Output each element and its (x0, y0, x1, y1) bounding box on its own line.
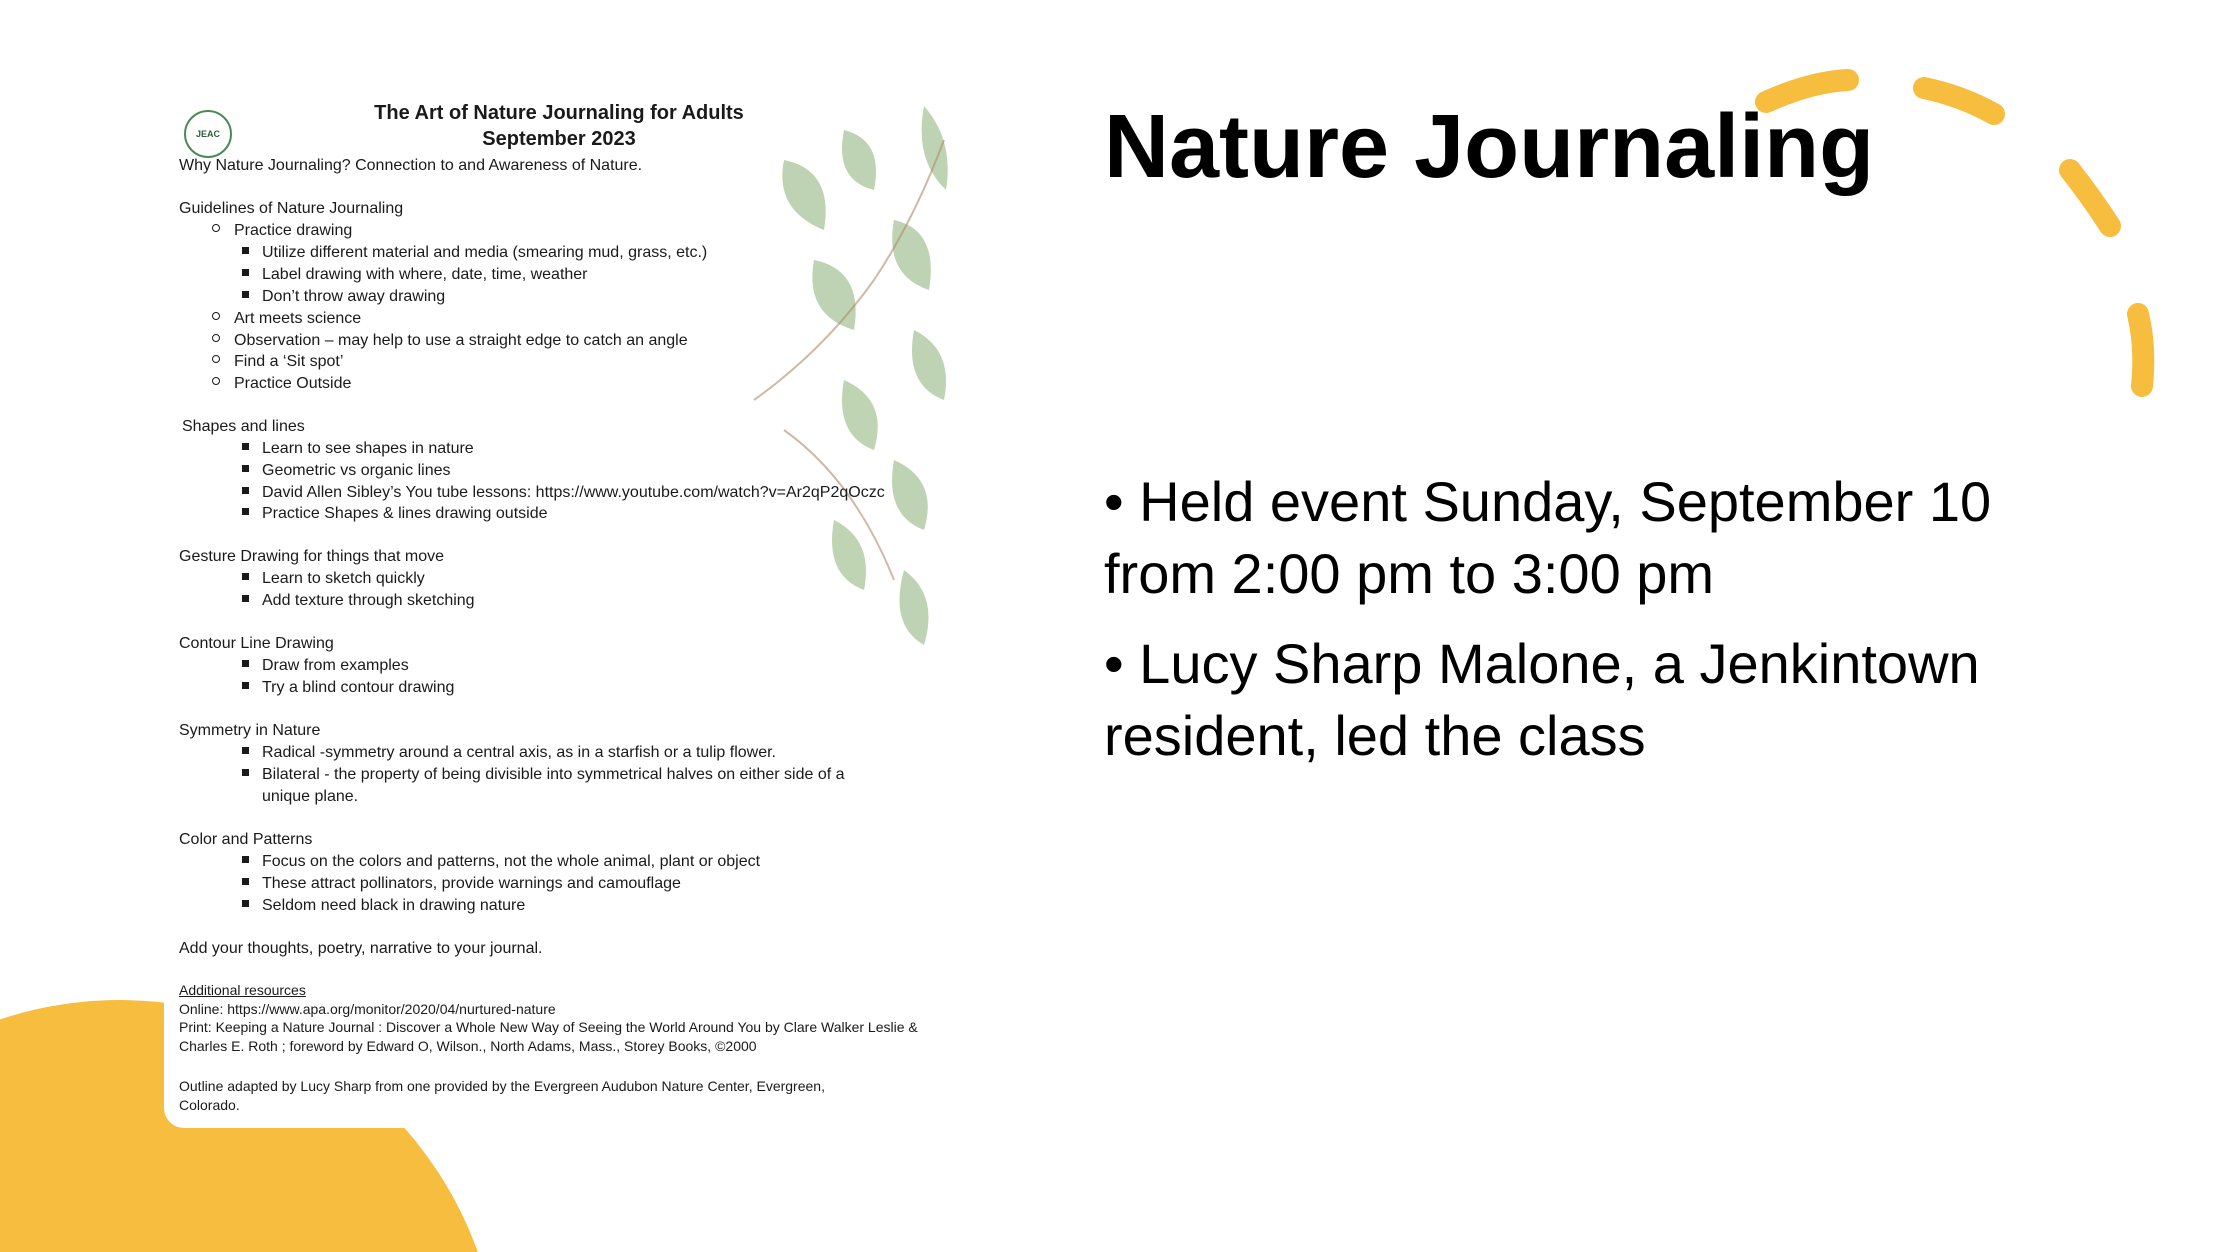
list-item: Draw from examples (262, 657, 409, 674)
bullet-square (242, 878, 249, 885)
document-date: September 2023 (482, 128, 636, 150)
contour-heading: Contour Line Drawing (179, 635, 334, 652)
bullet-square (242, 900, 249, 907)
bullet-square (242, 595, 249, 602)
list-item: Practice Shapes & lines drawing outside (262, 505, 548, 522)
list-item: Learn to see shapes in nature (262, 440, 474, 457)
bullet-square (242, 682, 249, 689)
list-item: David Allen Sibley’s You tube lessons: https://www.youtube.com/watch?v=Ar2qP2qOczc (262, 484, 885, 501)
list-item: Focus on the colors and patterns, not the whole animal, plant or object (262, 853, 761, 870)
outline-credit: Outline adapted by Lucy Sharp from one provided by the Evergreen Audubon Nature Center, Evergreen, (179, 1078, 825, 1094)
bullet-square (242, 291, 249, 298)
bullet-item: • Lucy Sharp Malone, a Jenkintown resident, led the class (1104, 632, 1980, 767)
resource-line: Online: https://www.apa.org/monitor/2020/04/nurtured-nature (179, 1001, 556, 1017)
list-item: Geometric vs organic lines (262, 462, 451, 479)
bullet-square (242, 269, 249, 276)
list-item: Bilateral - the property of being divisible into symmetrical halves on either side of a (262, 766, 845, 783)
resource-line: Charles E. Roth ; foreword by Edward O, Wilson., North Adams, Mass., Storey Books, ©2000 (179, 1038, 757, 1054)
list-item: Don’t throw away drawing (262, 288, 446, 305)
thoughts-line: Add your thoughts, poetry, narrative to your journal. (179, 940, 543, 957)
bullet-square (242, 465, 249, 472)
document-title: The Art of Nature Journaling for Adults (374, 102, 744, 124)
resources-heading: Additional resources (179, 982, 306, 998)
list-item: Label drawing with where, date, time, weather (262, 266, 588, 283)
bullet-circle (212, 224, 220, 232)
symmetry-heading: Symmetry in Nature (179, 722, 321, 739)
bullet-square (242, 660, 249, 667)
bullet-square (242, 508, 249, 515)
bullet-square (242, 487, 249, 494)
list-item: Add texture through sketching (262, 592, 475, 609)
list-item: Practice Outside (234, 375, 352, 392)
list-item: Art meets science (234, 310, 362, 327)
bullet-text: Lucy Sharp Malone, a Jenkintown resident, led the class (1104, 632, 1980, 767)
bullet-square (242, 573, 249, 580)
jeac-logo: JEAC (184, 110, 232, 158)
why-line: Why Nature Journaling? Connection to and Awareness of Nature. (179, 157, 643, 174)
list-item: These attract pollinators, provide warnings and camouflage (262, 875, 681, 892)
color-heading: Color and Patterns (179, 831, 313, 848)
slide-title: Nature Journaling (1104, 97, 1875, 197)
list-item: Radical -symmetry around a central axis, as in a starfish or a tulip flower. (262, 744, 776, 761)
outline-credit-continued: Colorado. (179, 1097, 240, 1113)
bullet-list (1104, 466, 2104, 790)
bullet-square (242, 769, 249, 776)
list-item: Practice drawing (234, 222, 353, 239)
bullet-circle (212, 334, 220, 342)
list-item: Try a blind contour drawing (262, 679, 455, 696)
list-item: Utilize different material and media (smearing mud, grass, etc.) (262, 244, 708, 261)
bullet-square (242, 856, 249, 863)
list-item: Observation – may help to use a straight edge to catch an angle (234, 332, 688, 349)
leaf-illustration (724, 100, 954, 660)
bullet-square (242, 747, 249, 754)
bullet-circle (212, 312, 220, 320)
bullet-circle (212, 377, 220, 385)
shapes-heading: Shapes and lines (182, 418, 305, 435)
bullet-text: Held event Sunday, September 10 from 2:00 pm to 3:00 pm (1104, 470, 1992, 605)
list-item: Seldom need black in drawing nature (262, 897, 526, 914)
list-item: Find a ‘Sit spot’ (234, 353, 344, 370)
guidelines-heading: Guidelines of Nature Journaling (179, 200, 404, 217)
gesture-heading: Gesture Drawing for things that move (179, 548, 445, 565)
bullet-circle (212, 355, 220, 363)
list-item-continued: unique plane. (262, 788, 359, 805)
journaling-handout-image (164, 96, 954, 1128)
bullet-square (242, 443, 249, 450)
resource-line: Print: Keeping a Nature Journal : Discover a Whole New Way of Seeing the World Around You by Clare Walker Leslie & (179, 1019, 918, 1035)
bullet-square (242, 247, 249, 254)
bullet-item: • Held event Sunday, September 10 from 2:00 pm to 3:00 pm (1104, 470, 1992, 605)
list-item: Learn to sketch quickly (262, 570, 425, 587)
